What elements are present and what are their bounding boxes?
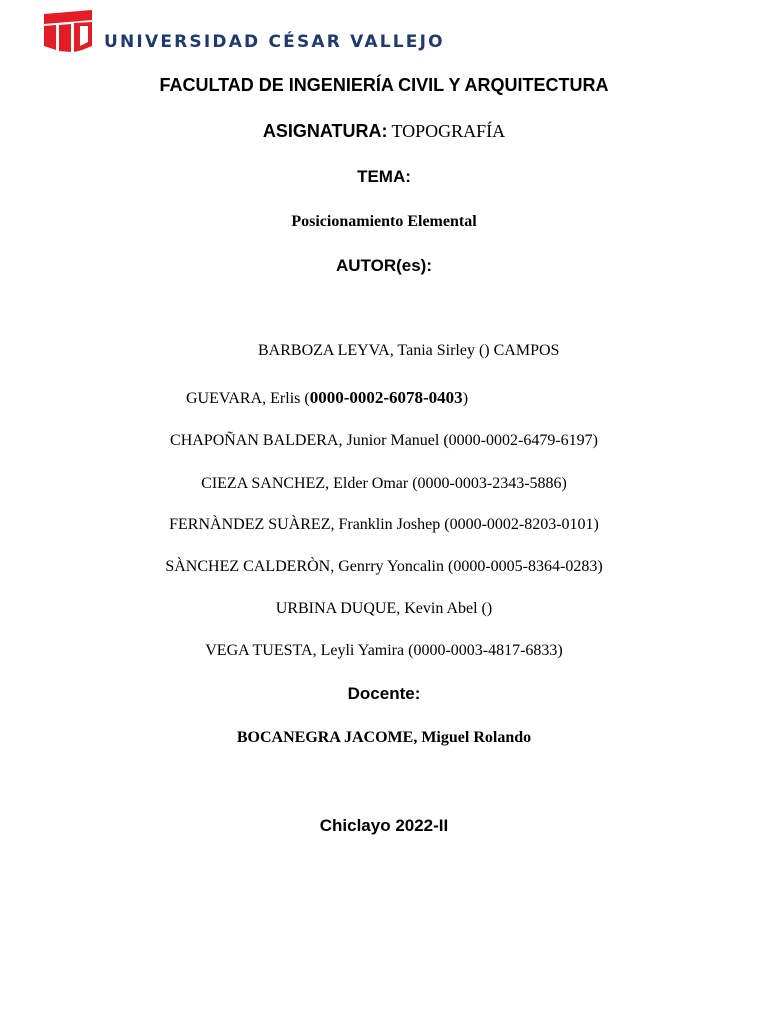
subject-value: TOPOGRAFÍA: [391, 121, 506, 141]
author-line-2: [186, 388, 468, 408]
authors-label: AUTOR(es):: [335, 256, 433, 275]
subject-line: [0, 121, 768, 142]
author-line-2-suffix: ): [462, 390, 469, 407]
teacher-label: Docente:: [347, 684, 421, 703]
author-line-1: BARBOZA LEYVA, Tania Sirley () CAMPOS: [258, 342, 560, 359]
author-line-4: CIEZA SANCHEZ, Elder Omar (0000-0003-2343-5886): [201, 475, 567, 492]
university-logo: [42, 10, 445, 56]
author-line-2-prefix: GUEVARA, Erlis (: [186, 390, 310, 407]
faculty-title: FACULTAD DE INGENIERÍA CIVIL Y ARQUITECTURA: [159, 75, 609, 95]
author-line-8: VEGA TUESTA, Leyli Yamira (0000-0003-4817-6833): [205, 642, 563, 659]
author-line-6: SÀNCHEZ CALDERÒN, Genrry Yoncalin (0000-0005-8364-0283): [165, 558, 603, 575]
subject-label: ASIGNATURA:: [262, 121, 388, 141]
university-name: UNIVERSIDAD CÉSAR VALLEJO: [104, 32, 445, 52]
university-shield-icon: [42, 10, 94, 54]
topic-value: Posicionamiento Elemental: [291, 213, 477, 230]
place-date: Chiclayo 2022-II: [319, 816, 449, 835]
teacher-name: BOCANEGRA JACOME, Miguel Rolando: [236, 729, 532, 746]
author-line-3: CHAPOÑAN BALDERA, Junior Manuel (0000-0002-6479-6197): [170, 432, 598, 449]
author-line-7: URBINA DUQUE, Kevin Abel (): [275, 600, 493, 617]
author-line-5: FERNÀNDEZ SUÀREZ, Franklin Joshep (0000-0002-8203-0101): [169, 516, 599, 533]
topic-label: TEMA:: [357, 167, 411, 186]
author-line-2-orcid: 0000-0002-6078-0403: [309, 388, 463, 407]
